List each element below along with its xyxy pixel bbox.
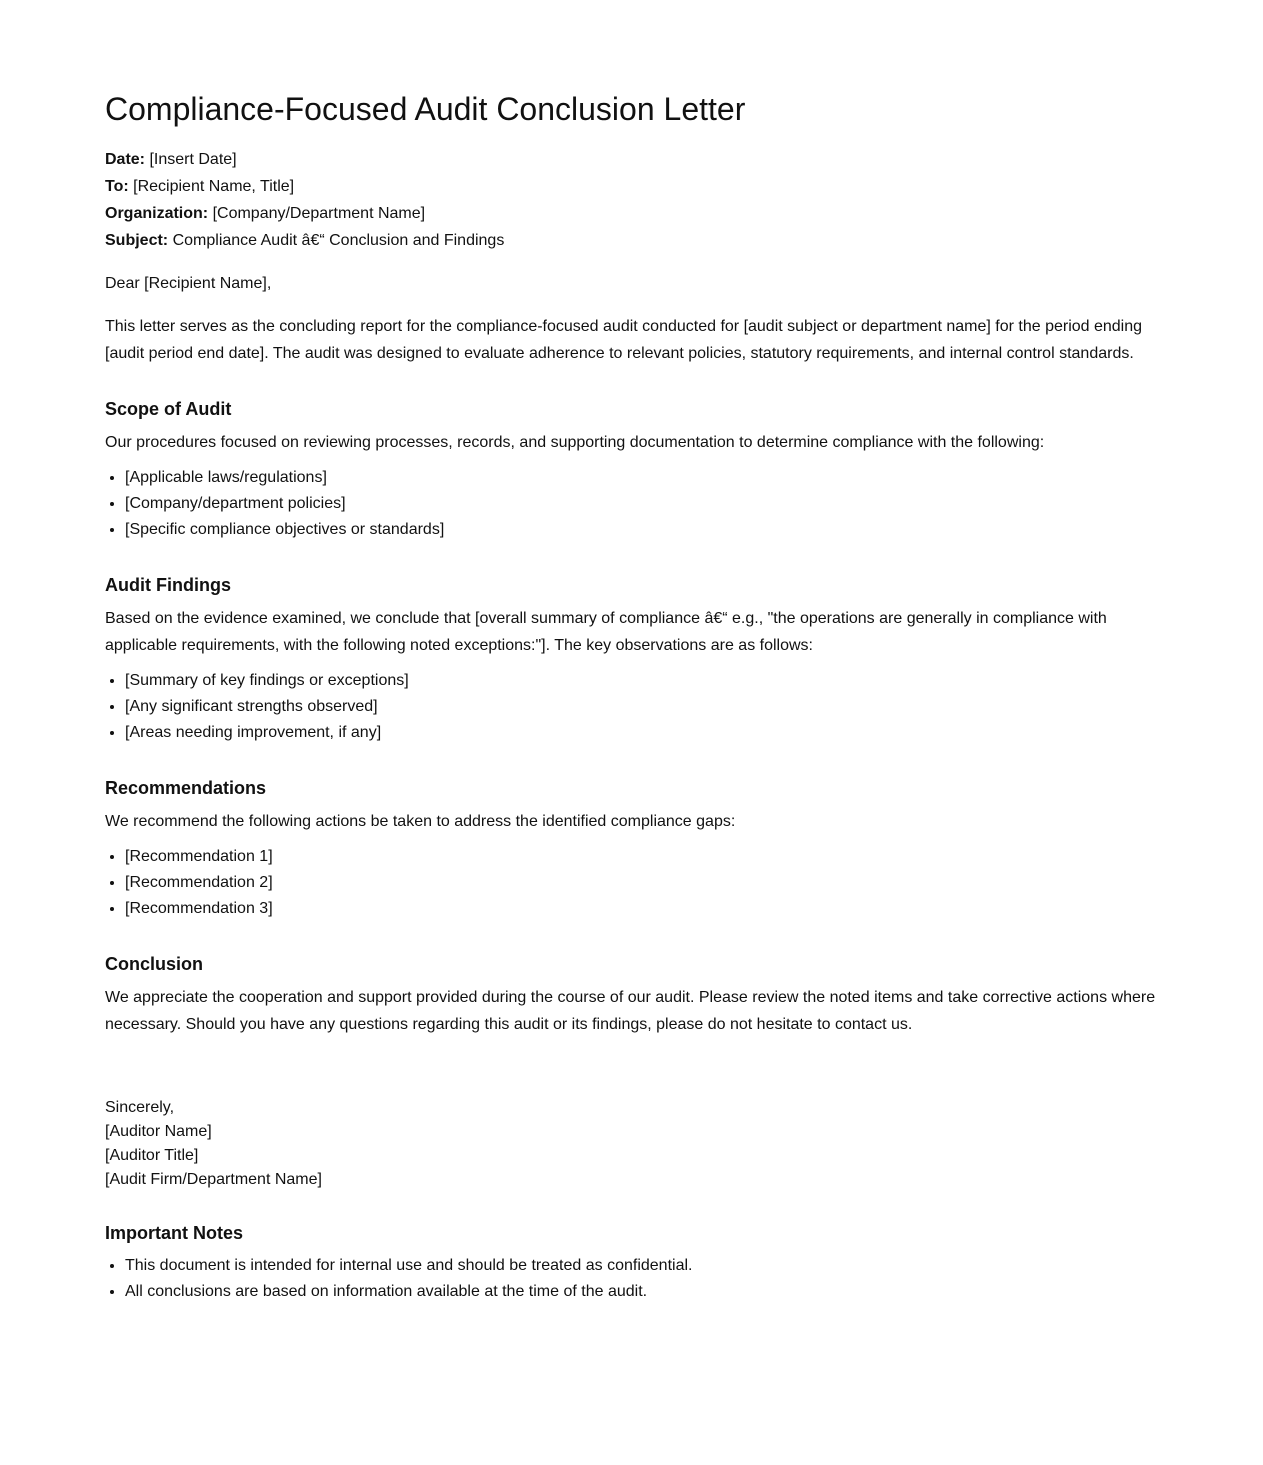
findings-text: Based on the evidence examined, we conclude that [overall summary of compliance â€“ e.g., "the operations are generally in compliance with applicable requirements, with the following noted exceptions:"]. The key observations are as follows: (105, 610, 1107, 654)
meta-date-value: [Insert Date] (149, 151, 237, 168)
list-item: • [Recommendation 3] (125, 896, 1165, 922)
notes-list (105, 1253, 1165, 1303)
meta-org-label: Organization: (105, 205, 209, 222)
meta-date-label: Date: (105, 151, 146, 168)
meta-subject-value: Compliance Audit â€“ Conclusion and Findings (172, 232, 505, 249)
list-item: • [Recommendation 2] (125, 870, 1165, 896)
list-item: • [Recommendation 1] (125, 844, 1165, 870)
recommendations-heading: Recommendations (105, 778, 267, 798)
notes-heading: Important Notes (105, 1223, 244, 1243)
list-item: • [Specific compliance objectives or standards] (125, 517, 1165, 543)
notes-section (105, 1221, 1165, 1303)
scope-section (105, 397, 1165, 543)
meta-organization (105, 200, 1165, 227)
meta-subject (105, 227, 1165, 254)
list-item: • [Areas needing improvement, if any] (125, 720, 1165, 746)
recommendations-text: We recommend the following actions be taken to address the identified compliance gaps: (105, 813, 736, 830)
letter-meta (105, 146, 1165, 254)
meta-to-label: To: (105, 178, 129, 195)
intro-paragraph: This letter serves as the concluding report for the compliance-focused audit conducted for [audit subject or department name] for the period ending [audit period end date]. The audit was designed to evaluate adherence to relevant policies, statutory requirements, and internal control standards. (105, 318, 1143, 362)
signoff-closing: Sincerely, (105, 1099, 175, 1116)
meta-date (105, 146, 1165, 173)
letter-page (105, 88, 1165, 1303)
list-item: • [Any significant strengths observed] (125, 694, 1165, 720)
conclusion-heading: Conclusion (105, 954, 203, 974)
auditor-title: [Auditor Title] (105, 1147, 199, 1164)
recommendations-list (105, 844, 1165, 922)
list-item: • [Applicable laws/regulations] (125, 465, 1165, 491)
signoff-block (105, 1096, 1165, 1192)
meta-to-value: [Recipient Name, Title] (133, 178, 295, 195)
meta-org-value: [Company/Department Name] (212, 205, 426, 222)
salutation: Dear [Recipient Name], (105, 275, 272, 292)
conclusion-section (105, 952, 1165, 1038)
list-item: • All conclusions are based on information available at the time of the audit. (125, 1279, 1165, 1303)
scope-list (105, 465, 1165, 543)
findings-section (105, 573, 1165, 746)
scope-text: Our procedures focused on reviewing processes, records, and supporting documentation to determine compliance with the following: (105, 434, 1045, 451)
list-item: • [Summary of key findings or exceptions] (125, 668, 1165, 694)
findings-list (105, 668, 1165, 746)
meta-to (105, 173, 1165, 200)
meta-subject-label: Subject: (105, 232, 169, 249)
audit-firm: [Audit Firm/Department Name] (105, 1171, 322, 1188)
auditor-name: [Auditor Name] (105, 1123, 212, 1140)
list-item: • [Company/department policies] (125, 491, 1165, 517)
conclusion-text: We appreciate the cooperation and support provided during the course of our audit. Please review the noted items and take corrective actions where necessary. Should you have any questions regarding this audit or its findings, please do not hesitate to contact us. (105, 989, 1156, 1033)
recommendations-section (105, 776, 1165, 922)
list-item: • This document is intended for internal use and should be treated as confidential. (125, 1253, 1165, 1279)
notes-viewport (105, 1253, 1165, 1303)
findings-heading: Audit Findings (105, 575, 231, 595)
scope-heading: Scope of Audit (105, 399, 232, 419)
page-title: Compliance-Focused Audit Conclusion Letter (105, 91, 746, 127)
